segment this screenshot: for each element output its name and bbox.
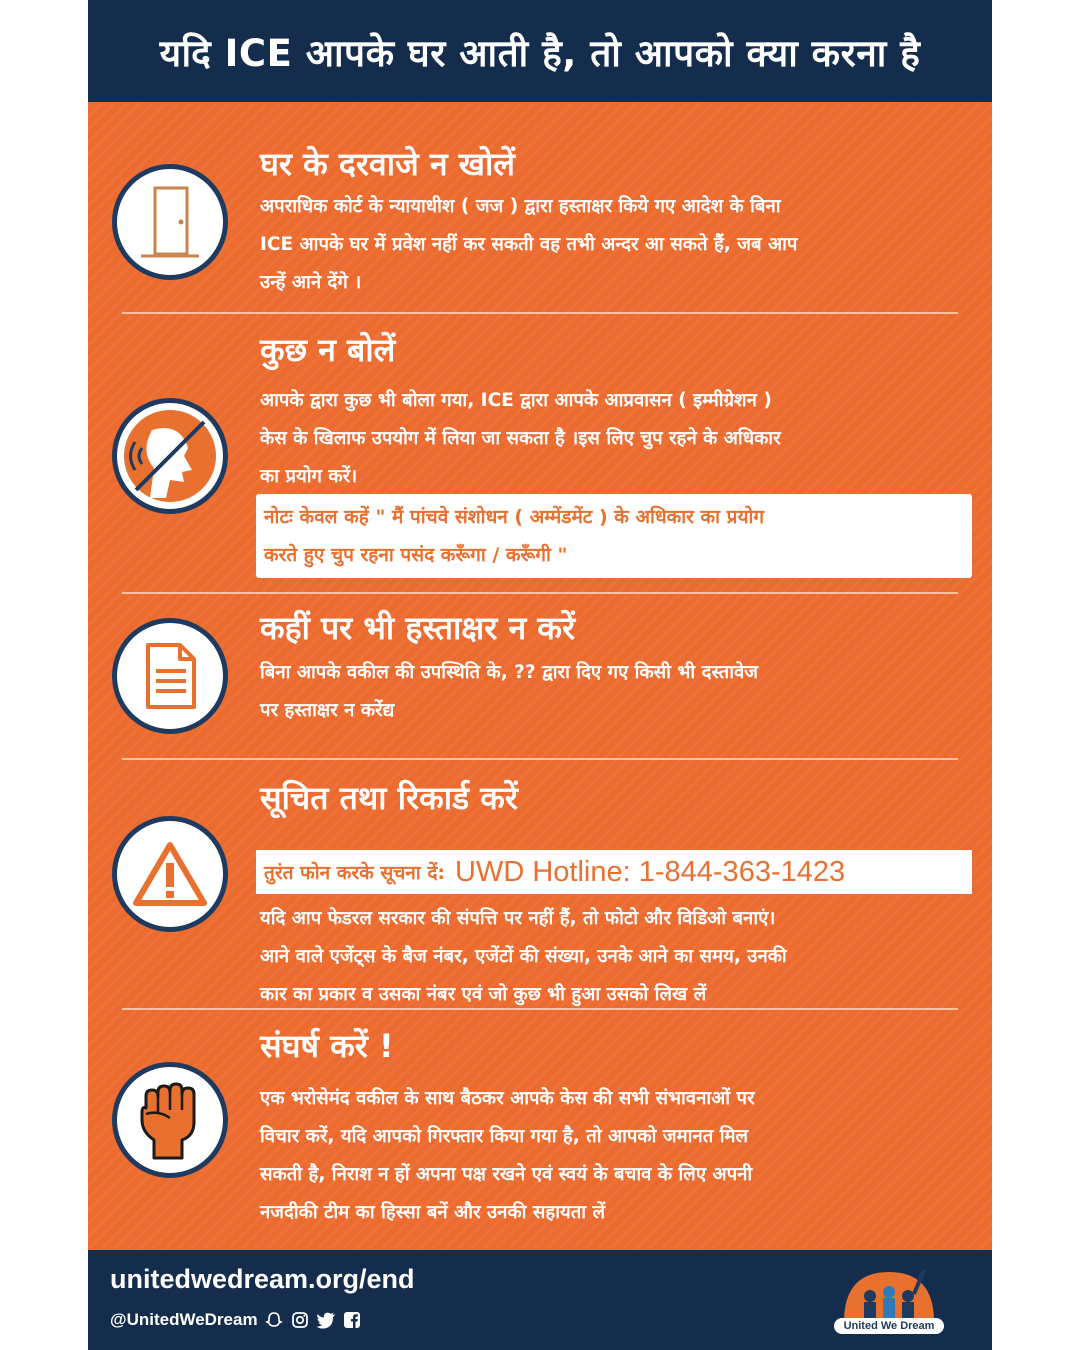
body-line: बिना आपके वकील की उपस्थिति के, ?? द्वारा दिए गए किसी भी दस्तावेज [260,662,759,683]
section-body [260,188,980,302]
body-line: यदि आप फेडरल सरकार की संपत्ति पर नहीं हैं, तो फोटो और विडिओ बनाएं। [260,908,776,929]
section-fight-back [88,1010,992,1250]
section-body [260,1080,980,1232]
hotline-number: UWD Hotline: 1-844-363-1423 [455,855,846,888]
hotline-box [256,850,972,894]
logo-text: United We Dream [834,1318,944,1334]
document-icon [112,618,228,734]
instagram-icon[interactable] [290,1310,310,1330]
social-handle[interactable]: @UnitedWeDream [110,1310,258,1329]
section-report-record [88,760,992,1008]
page-title: यदि ICE आपके घर आती है, तो आपको क्या करना है [159,31,921,75]
body-line: कार का प्रकार व उसका नंबर एवं जो कुछ भी हुआ उसको लिख लें [260,984,707,1005]
section-title: सूचित तथा रिकार्ड करें [260,779,518,817]
note-line: नोटः केवल कहें " मैं पांचवे संशोधन ( अम्मेंडमेंट ) के अधिकार का प्रयोग [264,506,765,528]
body-line: आने वाले एजेंट्स के बैज नंबर, एजेंटों की संख्या, उनके आने का समय, उनकी [260,946,787,967]
body-line: अपराधिक कोर्ट के न्यायाधीश ( जज ) द्वारा हस्ताक्षर किये गए आदेश के बिना [260,196,781,217]
social-handle-row [110,1310,362,1330]
main-panel [88,102,992,1250]
warning-icon [112,816,228,932]
door-icon [112,164,228,280]
body-line: उन्हें आने देंगे । [260,272,362,293]
section-body [260,654,980,730]
body-line: पर हस्ताक्षर न करेंद्य [260,700,395,721]
section-dont-open-door [88,102,992,312]
body-line: नजदीकी टीम का हिस्सा बनें और उनकी सहायता लें [260,1202,606,1223]
section-title: कहीं पर भी हस्ताक्षर न करें [260,609,576,647]
note-line: करते हुए चुप रहना पसंद करूँगा / करूँगी " [264,544,568,566]
twitter-icon[interactable] [316,1310,336,1330]
body-line: ICE आपके घर में प्रवेश नहीं कर सकती वह तभी अन्दर आ सकते हैं, जब आप [260,234,798,255]
facebook-icon[interactable] [342,1310,362,1330]
section-body [260,382,980,496]
body-line: आपके द्वारा कुछ भी बोला गया, ICE द्वारा आपके आप्रवासन ( इम्मीग्रेशन ) [260,390,772,411]
section-title: संघर्ष करें ! [260,1027,394,1065]
footer [88,1250,992,1350]
poster [88,0,992,1350]
section-dont-speak [88,314,992,592]
section-body [260,900,980,1014]
hotline-prefix: तुरंत फोन करके सूचना दें: [264,862,446,884]
body-line: का प्रयोग करें। [260,466,358,487]
body-line: सकती है, निराश न हों अपना पक्ष रखने एवं स्वयं के बचाव के लिए अपनी [260,1164,753,1185]
section-dont-sign [88,594,992,758]
note-box [256,494,972,578]
united-we-dream-logo [834,1264,944,1340]
section-title: कुछ न बोलें [260,331,396,369]
body-line: केस के खिलाफ उपयोग में लिया जा सकता है ।इस लिए चुप रहने के अधिकार [260,428,781,449]
section-title: घर के दरवाजे न खोलें [260,145,515,183]
body-line: एक भरोसेमंद वकील के साथ बैठकर आपके केस की सभी संभावनाओं पर [260,1088,755,1109]
header-bar [88,0,992,102]
no-speaking-icon [112,398,228,514]
raised-fist-icon [112,1062,228,1178]
website-link[interactable]: unitedwedream.org/end [110,1264,415,1294]
snapchat-icon[interactable] [264,1310,284,1330]
body-line: विचार करें, यदि आपको गिरफ्तार किया गया है, तो आपको जमानत मिल [260,1126,749,1147]
